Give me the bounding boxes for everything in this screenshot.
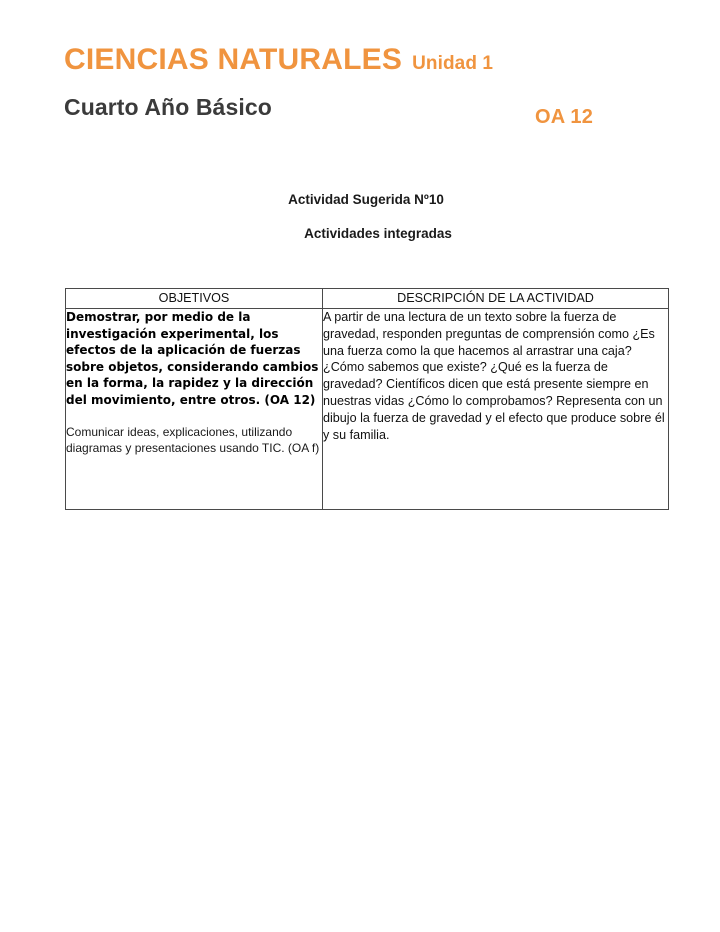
cell-descripcion	[323, 309, 669, 510]
document-header	[64, 43, 672, 128]
cell-objetivos	[66, 309, 323, 510]
table-row	[66, 309, 669, 510]
descripcion-text: A partir de una lectura de un texto sobre la fuerza de gravedad, responden preguntas de comprensión como ¿Es una fuerza como la que hacemos al arrastrar una caja? ¿Cómo sabemos que existe? ¿Qué es la fuerza de gravedad? Científicos dicen que está presente siempre en nuestras vidas ¿Cómo lo comprobamos? Representa con un dibujo la fuerza de gravedad y el efecto que produce sobre él y su familia.	[323, 310, 665, 442]
title-line	[64, 44, 672, 76]
objetivo-secondary-text: Comunicar ideas, explicaciones, utilizando diagramas y presentaciones usando TIC. (OA f)	[66, 424, 320, 455]
oa-code-label: OA 12	[535, 106, 594, 128]
table-header-descripcion: DESCRIPCIÓN DE LA ACTIVIDAD	[323, 289, 669, 309]
activity-table	[65, 288, 669, 510]
activity-number-heading: Actividad Sugerida Nº10	[288, 192, 444, 207]
objetivo-primary-text: Demostrar, por medio de la investigación experimental, los efectos de la aplicación de fuerzas sobre objetos, considerando cambios en la forma, la rapidez y la dirección del movimiento, entre otros. (OA 12)	[66, 310, 319, 407]
activity-type-heading: Actividades integradas	[304, 226, 452, 241]
table-header-row	[66, 289, 669, 309]
subject-title: CIENCIAS NATURALES	[64, 43, 403, 76]
grade-label: Cuarto Año Básico	[64, 93, 272, 120]
table-header-objetivos: OBJETIVOS	[66, 289, 323, 309]
unit-label: Unidad 1	[412, 53, 494, 74]
